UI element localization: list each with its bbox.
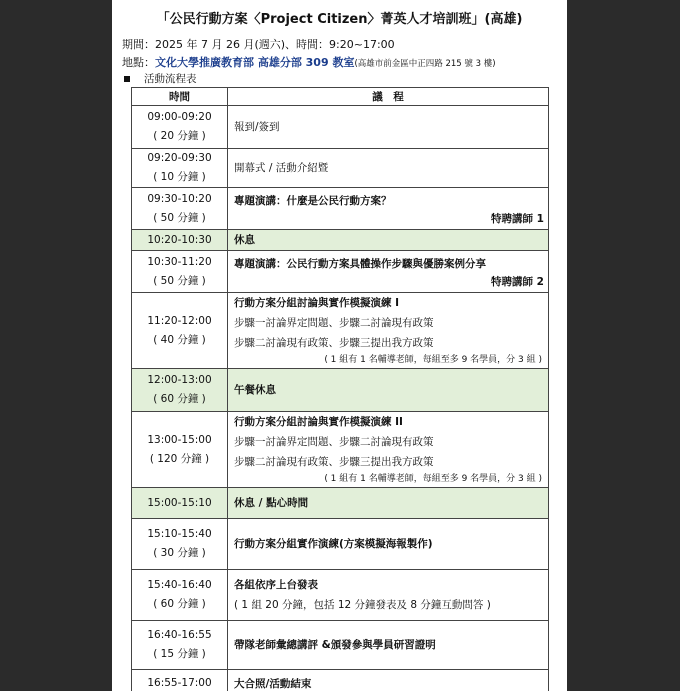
document-page: [112, 0, 567, 691]
table-row: [132, 251, 549, 293]
time-range: 09:30-10:20: [147, 192, 212, 205]
agenda-cell: [228, 670, 549, 691]
agenda-title: 行動方案分組討論與實作模擬演練 II: [234, 416, 403, 428]
agenda-cell: [228, 188, 549, 230]
agenda-title: 午餐休息: [234, 384, 276, 396]
agenda-cell: [228, 621, 549, 670]
time-cell: [132, 519, 228, 570]
agenda-cell: [228, 369, 549, 412]
agenda-title: 行動方案分組討論與實作模擬演練 I: [234, 297, 400, 309]
time-cell: [132, 670, 228, 691]
venue-name: 文化大學推廣教育部 高雄分部 309 教室: [155, 56, 355, 69]
agenda-title: 各組依序上台發表: [234, 579, 318, 591]
agenda-title: 專題演講：什麼是公民行動方案？: [234, 194, 392, 207]
speaker: 特聘講師 1: [491, 212, 544, 225]
header-time: 時間: [132, 88, 228, 106]
speaker: 特聘講師 2: [491, 275, 544, 288]
time-range: 11:20-12:00: [147, 314, 212, 327]
agenda-title: 休息 / 點心時間: [234, 497, 309, 509]
venue-line: [122, 54, 496, 70]
time-range: 09:20-09:30: [147, 152, 212, 164]
agenda-cell: [228, 488, 549, 519]
agenda-cell: [228, 412, 549, 488]
time-cell: [132, 106, 228, 149]
table-row: [132, 488, 549, 519]
table-row: [132, 293, 549, 369]
time-cell: [132, 230, 228, 251]
time-range: 15:40-16:40: [147, 579, 212, 591]
section-heading: [124, 71, 197, 86]
venue-label: 地點：: [122, 56, 155, 69]
time-range: 10:30-11:20: [147, 255, 212, 268]
table-row: [132, 519, 549, 570]
agenda-step: 步驟一討論界定問題、步驟二討論現有政策: [234, 317, 434, 329]
duration: ( 60 分鐘 ): [153, 598, 206, 610]
table-row: [132, 230, 549, 251]
time-range: 15:10-15:40: [147, 528, 212, 540]
agenda-title: 報到/簽到: [234, 121, 280, 133]
table-row: [132, 670, 549, 691]
time-range: 16:40-16:55: [147, 629, 212, 641]
time-cell: [132, 149, 228, 188]
venue-address: (高雄市前金區中正四路 215 號 3 樓): [354, 59, 496, 69]
agenda-title: 開幕式 / 活動介紹暨: [234, 162, 329, 174]
table-row: [132, 149, 549, 188]
table-row: [132, 412, 549, 488]
agenda-note: ( 1 組有 1 名輔導老師，每組至多 9 名學員，分 3 組 ): [324, 355, 542, 365]
agenda-cell: [228, 149, 549, 188]
time-cell: [132, 188, 228, 230]
time-range: 10:20-10:30: [147, 233, 212, 246]
time-cell: [132, 570, 228, 621]
agenda-title: 行動方案分組實作演練(方案模擬海報製作): [234, 538, 433, 550]
agenda-cell: [228, 293, 549, 369]
agenda-title: 專題演講：公民行動方案具體操作步驟與優勝案例分享: [234, 257, 486, 270]
time-range: 12:00-13:00: [147, 374, 212, 386]
agenda-note: ( 1 組有 1 名輔導老師，每組至多 9 名學員，分 3 組 ): [324, 474, 542, 484]
time-range: 15:00-15:10: [147, 496, 212, 509]
square-bullet-icon: [124, 76, 130, 82]
section-title: 活動流程表: [144, 73, 197, 85]
agenda-detail: ( 1 組 20 分鐘，包括 12 分鐘發表及 8 分鐘互動問答 ): [234, 599, 491, 611]
time-cell: [132, 369, 228, 412]
duration: ( 15 分鐘 ): [153, 648, 206, 660]
agenda-cell: [228, 230, 549, 251]
agenda-cell: [228, 106, 549, 149]
date-line: 期間：2025 年 7 月 26 月(週六)、時間：9:20~17:00: [122, 38, 395, 51]
time-range: 09:00-09:20: [147, 111, 212, 123]
time-cell: [132, 621, 228, 670]
duration: ( 20 分鐘 ): [153, 130, 206, 142]
duration: ( 60 分鐘 ): [153, 393, 206, 405]
time-cell: [132, 293, 228, 369]
agenda-title: 大合照/活動結束: [234, 677, 312, 690]
document-title: 「公民行動方案〈Project Citizen〉菁英人才培訓班」(高雄): [156, 12, 523, 27]
duration: ( 10 分鐘 ): [153, 171, 206, 183]
agenda-step: 步驟一討論界定問題、步驟二討論現有政策: [234, 436, 434, 448]
schedule-table: [131, 87, 549, 691]
time-cell: [132, 412, 228, 488]
agenda-cell: [228, 570, 549, 621]
table-row: [132, 369, 549, 412]
agenda-title: 休息: [234, 234, 255, 246]
duration: ( 120 分鐘 ): [149, 452, 210, 465]
duration: ( 50 分鐘 ): [153, 274, 206, 287]
agenda-step: 步驟二討論現有政策、步驟三提出我方政策: [234, 456, 434, 468]
agenda-step: 步驟二討論現有政策、步驟三提出我方政策: [234, 337, 434, 349]
agenda-cell: [228, 251, 549, 293]
time-range: 16:55-17:00: [147, 677, 212, 689]
time-cell: [132, 488, 228, 519]
agenda-title: 帶隊老師彙總講評 &頒發參與學員研習證明: [234, 639, 436, 651]
time-range: 13:00-15:00: [147, 433, 212, 446]
duration: ( 50 分鐘 ): [153, 211, 206, 224]
duration: ( 30 分鐘 ): [153, 547, 206, 559]
duration: ( 40 分鐘 ): [153, 333, 206, 346]
table-row: [132, 106, 549, 149]
table-row: [132, 621, 549, 670]
table-header-row: [132, 88, 549, 106]
agenda-cell: [228, 519, 549, 570]
header-agenda: 議 程: [228, 88, 549, 106]
table-row: [132, 570, 549, 621]
time-cell: [132, 251, 228, 293]
table-row: [132, 188, 549, 230]
